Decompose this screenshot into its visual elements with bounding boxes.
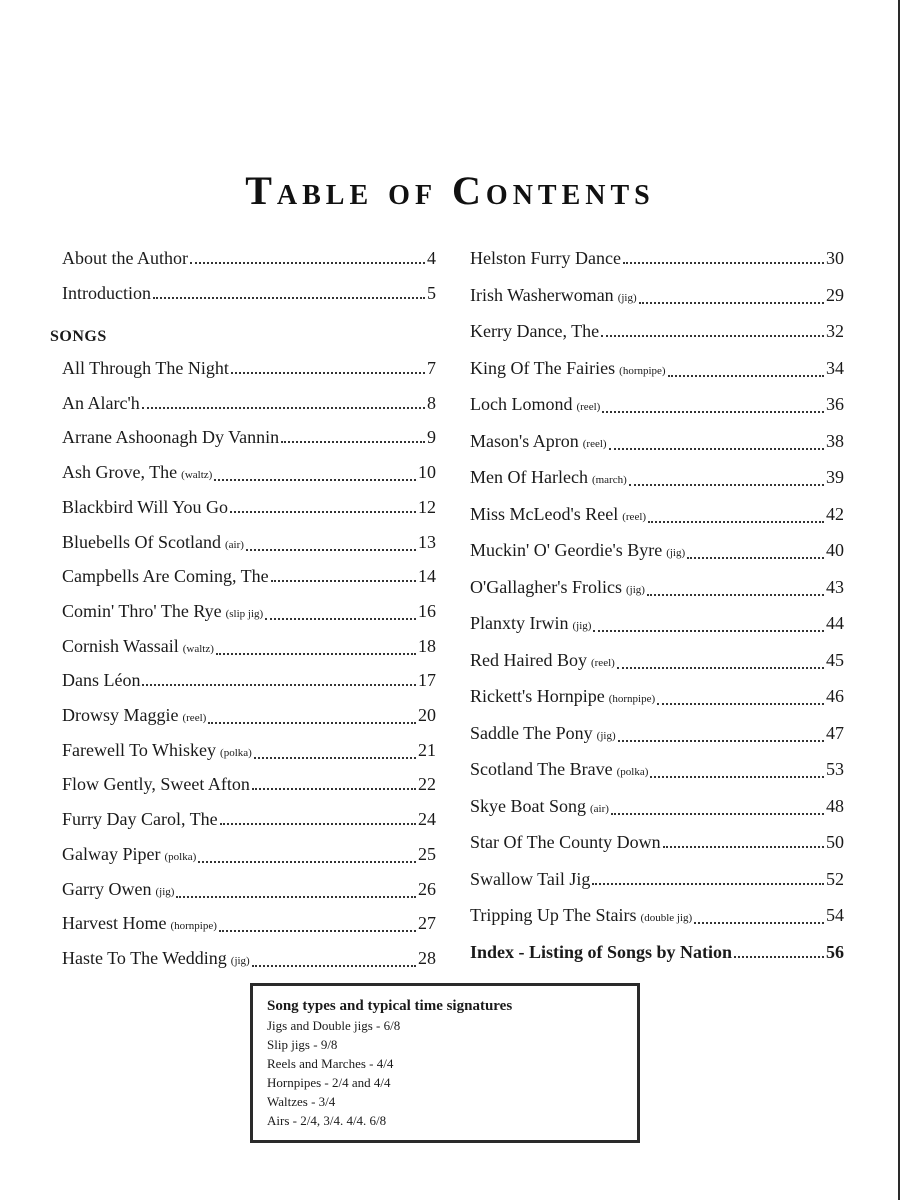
toc-entry-page-number: 46 [826,686,844,706]
toc-entry-page-number: 39 [826,467,844,487]
toc-entry[interactable] [470,759,844,782]
toc-entry[interactable] [62,283,436,303]
toc-entry-type: (air) [590,802,609,815]
dot-leader [246,549,416,551]
toc-entry[interactable] [470,942,844,962]
dot-leader [142,684,416,686]
dot-leader [687,557,824,559]
toc-entry-page-number: 50 [826,832,844,852]
toc-entry-type: (march) [591,474,627,486]
toc-entry-page-number: 56 [826,941,844,962]
toc-entry-title: Red Haired Boy [470,649,587,670]
dot-leader [198,861,416,863]
toc-entry-title: Flow Gently, Sweet Afton [62,774,250,795]
legend-line: Reels and Marches - 4/4 [267,1056,394,1071]
toc-entry-type: (reel) [622,510,647,523]
toc-entry[interactable] [470,431,844,454]
toc-entry-title: Skye Boat Song [470,795,587,816]
dot-leader [650,776,824,778]
toc-entry-page-number: 17 [418,670,436,691]
toc-entry-page-number: 52 [826,868,844,889]
toc-entry-title: Irish Washerwoman [470,284,614,305]
dot-leader [629,484,824,486]
dot-leader [230,511,416,513]
toc-entry-type: (hornpipe) [170,920,217,933]
toc-entry-title: Rickett's Hornpipe [470,686,605,706]
toc-entry-type: (polka) [616,766,649,778]
toc-entry-page-number: 24 [418,809,436,830]
toc-entry-title: Tripping Up The Stairs [470,905,637,925]
toc-entry[interactable] [62,740,436,763]
toc-entry-title: All Through The Night [62,358,229,378]
dot-leader [208,722,416,724]
toc-entry[interactable] [62,879,436,902]
toc-entry[interactable] [470,285,844,308]
toc-entry-page-number: 53 [826,759,844,779]
toc-entry-page-number: 43 [826,576,844,597]
toc-entry-page-number: 25 [418,843,436,864]
toc-entry-page-number: 30 [826,248,844,268]
dot-leader [611,813,824,815]
toc-entry-title: Comin' Thro' The Rye [62,600,222,621]
toc-entry[interactable] [62,358,436,378]
toc-entry[interactable] [62,497,436,517]
dot-leader [271,580,416,582]
toc-entry-type: (slip jig) [225,607,264,620]
toc-entry-page-number: 48 [826,795,844,816]
toc-entry-page-number: 22 [418,774,436,795]
toc-entry-title: Planxty Irwin [470,613,569,633]
toc-entry-type: (hornpipe) [608,693,656,705]
toc-entry-type: (waltz) [181,469,213,482]
dot-leader [190,262,425,264]
dot-leader [254,757,416,759]
page-title: Table of Contents [245,167,655,213]
toc-entry-type: (jig) [666,547,686,559]
toc-entry-page-number: 21 [418,739,436,760]
toc-entry-title: Furry Day Carol, The [62,809,218,830]
toc-entry-title: Farewell To Whiskey [62,739,217,760]
toc-entry-page-number: 20 [418,705,436,725]
toc-entry-page-number: 9 [427,427,436,448]
toc-entry-page-number: 12 [418,496,436,517]
toc-entry[interactable] [470,577,844,600]
dot-leader [231,372,425,374]
toc-entry-type: (jig) [572,620,592,632]
toc-entry-title: Garry Owen [62,878,152,899]
toc-entry-title: Ash Grove, The [62,462,178,483]
dot-leader [639,302,824,304]
toc-entry-type: (reel) [590,656,615,669]
dot-leader [216,653,416,655]
toc-entry-page-number: 16 [418,600,436,621]
toc-entry[interactable] [470,394,844,417]
dot-leader [648,521,824,523]
toc-entry-page-number: 36 [826,394,844,414]
songs-section-heading: SONGS [50,328,107,345]
toc-entry[interactable] [470,358,844,381]
toc-entry-page-number: 44 [826,613,844,633]
legend-title: Song types and typical time signatures [267,998,513,1014]
toc-entry-title: Saddle The Pony [470,722,593,743]
toc-entry-type: (polka) [164,850,197,863]
toc-entry-page-number: 32 [826,321,844,341]
dot-leader [593,630,824,632]
toc-entry-type: (polka) [220,746,252,759]
toc-entry[interactable] [62,636,436,659]
toc-entry-title: Galway Piper [62,843,161,864]
toc-entry-title: Blackbird Will You Go [62,496,228,517]
toc-entry-page-number: 40 [826,540,844,560]
toc-entry-page-number: 42 [826,503,844,524]
toc-entry-page-number: 26 [418,878,436,899]
toc-entry-title: Dans Léon [62,670,141,691]
toc-entry-page-number: 13 [418,531,436,552]
dot-leader [618,740,824,742]
toc-entry-title: An Alarc'h [62,392,140,413]
dot-leader [601,335,824,337]
toc-entry-page-number: 4 [427,248,436,268]
toc-entry-title: Drowsy Maggie [62,705,179,725]
toc-entry-page-number: 10 [418,462,436,483]
dot-leader [252,788,416,790]
toc-entry[interactable] [62,427,436,447]
toc-entry[interactable] [62,566,436,586]
toc-entry-title: Muckin' O' Geordie's Byre [470,540,663,560]
toc-entry-type: (reel) [182,712,207,724]
dot-leader [220,823,416,825]
toc-entry[interactable] [62,601,436,624]
toc-entry-type: (reel) [582,437,607,450]
legend-line: Airs - 2/4, 3/4. 4/4. 6/8 [267,1113,387,1128]
dot-leader [252,965,416,967]
toc-entry-page-number: 29 [826,284,844,305]
toc-entry-title: Index - Listing of Songs by Nation [470,941,733,962]
toc-entry-type: (hornpipe) [619,364,666,377]
toc-entry-type: (jig) [596,729,616,742]
toc-entry-title: About the Author [62,248,188,268]
toc-entry-type: (reel) [576,401,601,413]
toc-entry-title: Scotland The Brave [470,759,613,779]
toc-entry[interactable] [470,540,844,563]
toc-entry-page-number: 38 [826,430,844,451]
toc-entry-page-number: 54 [826,905,844,925]
toc-entry[interactable] [470,723,844,746]
dot-leader [265,618,416,620]
toc-entry-title: Loch Lomond [470,394,573,414]
toc-entry-page-number: 27 [418,913,436,934]
toc-entry-page-number: 14 [418,566,436,587]
toc-entry-title: Harvest Home [62,913,167,934]
toc-entry[interactable] [470,905,844,928]
toc-entry-title: Men Of Harlech [470,467,588,487]
toc-entry-page-number: 8 [427,392,436,413]
legend-line: Hornpipes - 2/4 and 4/4 [267,1075,391,1090]
dot-leader [623,262,824,264]
toc-entry[interactable] [470,796,844,819]
toc-entry-title: Mason's Apron [470,430,579,451]
toc-entry-page-number: 7 [427,358,436,378]
dot-leader [176,896,416,898]
toc-entry-type: (waltz) [182,642,214,655]
dot-leader [153,297,425,299]
dot-leader [142,407,425,409]
dot-leader [617,667,824,669]
toc-entry[interactable] [470,467,844,490]
toc-entry-page-number: 18 [418,635,436,656]
toc-entry-title: King Of The Fairies [470,357,616,378]
toc-entry-type: (double jig) [640,912,693,924]
toc-entry[interactable] [470,832,844,852]
dot-leader [602,411,824,413]
toc-entry-title: Arrane Ashoonagh Dy Vannin [62,427,280,448]
toc-entry[interactable] [62,809,436,829]
toc-entry[interactable] [470,650,844,673]
toc-entry-page-number: 45 [826,649,844,670]
toc-entry[interactable] [62,670,436,690]
toc-entry[interactable] [470,613,844,636]
toc-entry-page-number: 5 [427,283,436,303]
toc-entry-title: Swallow Tail Jig [470,868,591,889]
toc-entry[interactable] [62,532,436,555]
toc-entry-type: (jig) [617,291,637,304]
toc-entry[interactable] [470,248,844,268]
toc-entry-page-number: 34 [826,357,844,378]
toc-entry-title: Star Of The County Down [470,832,661,852]
dot-leader [734,956,824,958]
toc-entry-title: Cornish Wassail [62,635,179,656]
toc-entry[interactable] [62,774,436,794]
dot-leader [657,703,824,705]
dot-leader [281,441,425,443]
dot-leader [647,594,824,596]
legend-line: Waltzes - 3/4 [267,1094,336,1109]
toc-entry[interactable] [470,869,844,889]
toc-entry[interactable] [62,248,436,268]
toc-entry-type: (jig) [155,885,175,898]
toc-entry[interactable] [62,705,436,728]
toc-column-left [62,240,436,968]
toc-entry[interactable] [62,393,436,413]
toc-entry-page-number: 47 [826,722,844,743]
toc-entry[interactable] [470,321,844,341]
toc-entry[interactable] [62,462,436,485]
toc-entry-title: Bluebells Of Scotland [62,531,221,552]
dot-leader [609,448,824,450]
toc-entry-title: Introduction [62,283,151,303]
song-types-legend [250,983,640,1143]
legend-lines [267,1016,623,1130]
toc-column-right [470,240,844,960]
toc-entry-type: (jig) [230,954,250,967]
toc-entry-title: Campbells Are Coming, The [62,566,269,587]
toc-entry-title: O'Gallagher's Frolics [470,576,622,597]
toc-entry[interactable] [470,504,844,527]
dot-leader [214,479,416,481]
toc-entry[interactable] [62,948,436,971]
toc-entry-title: Kerry Dance, The [470,321,600,341]
dot-leader [219,930,416,932]
toc-entry-title: Helston Furry Dance [470,248,621,268]
toc-entry-title: Haste To The Wedding [62,947,227,968]
dot-leader [668,375,824,377]
legend-line: Jigs and Double jigs - 6/8 [267,1018,401,1033]
legend-line: Slip jigs - 9/8 [267,1037,338,1052]
toc-entry[interactable] [62,913,436,936]
toc-entry-type: (air) [224,538,244,551]
toc-entry[interactable] [470,686,844,709]
toc-entry[interactable] [62,844,436,867]
dot-leader [663,846,824,848]
dot-leader [592,883,824,885]
toc-entry-title: Miss McLeod's Reel [470,503,619,524]
dot-leader [694,922,824,924]
toc-entry-type: (jig) [625,583,645,596]
toc-entry-page-number: 28 [418,947,436,968]
